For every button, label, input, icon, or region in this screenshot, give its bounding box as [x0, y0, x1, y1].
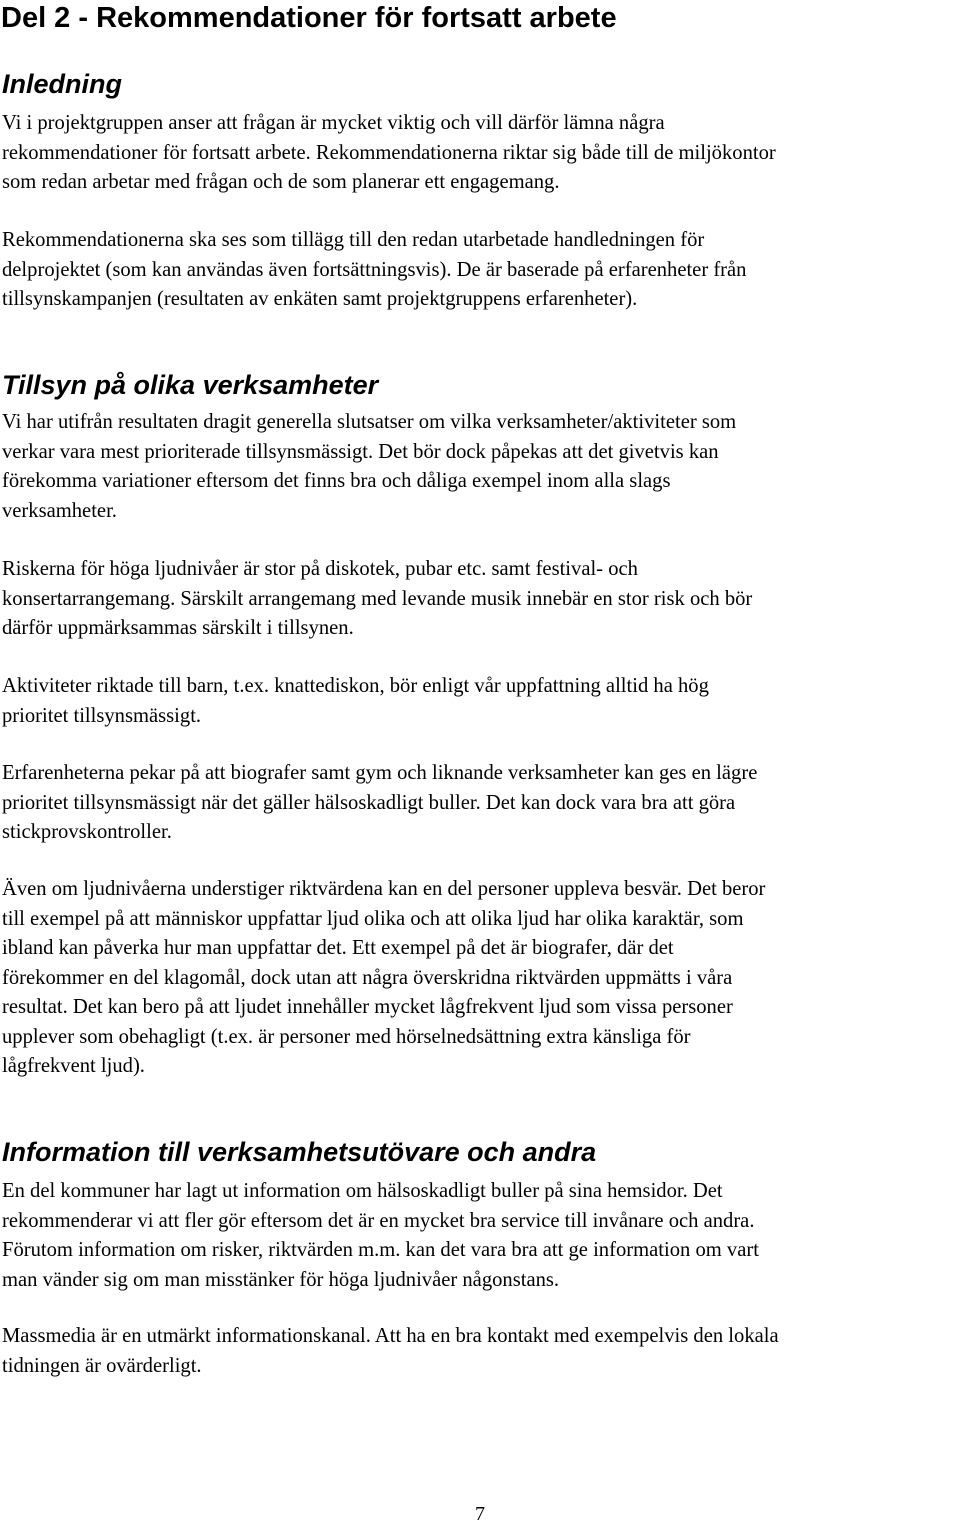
text-line: Erfarenheterna pekar på att biografer samt gym och liknande verksamheter kan ges en lägre [2, 762, 758, 784]
text-line: därför uppmärksammas särskilt i tillsynen. [2, 617, 354, 639]
paragraph [2, 1322, 960, 1381]
text-line: En del kommuner har lagt ut information om hälsoskadligt buller på sina hemsidor. Det [2, 1180, 723, 1202]
text-line: Vi har utifrån resultaten dragit generella slutsatser om vilka verksamheter/aktiviteter som [2, 411, 737, 433]
paragraph [2, 226, 960, 315]
paragraph [2, 555, 960, 644]
text-line: verksamheter. [2, 499, 117, 522]
section-heading-information: Information till verksamhetsutövare och andra [2, 1137, 597, 1167]
text-line: verkar vara mest prioriterade tillsynsmässigt. Det bör dock påpekas att det givetvis kan [2, 440, 719, 463]
text-line: förekommer en del klagomål, dock utan att några överskridna riktvärden uppmätts i våra [2, 966, 733, 989]
text-line: resultat. Det kan bero på att ljudet innehåller mycket lågfrekvent ljud som vissa personer [2, 996, 733, 1018]
text-line: som redan arbetar med frågan och de som planerar ett engagemang. [2, 171, 560, 193]
text-line: Riskerna för höga ljudnivåer är stor på diskotek, pubar etc. samt festival- och [2, 558, 638, 580]
paragraph [2, 1177, 960, 1295]
section-heading-tillsyn: Tillsyn på olika verksamheter [2, 370, 379, 400]
text-line: upplever som obehagligt (t.ex. är personer med hörselnedsättning extra känsliga för [2, 1025, 691, 1048]
text-line: konsertarrangemang. Särskilt arrangemang med levande musik innebär en stor risk och bör [2, 587, 753, 610]
paragraph [2, 875, 960, 1082]
text-line: stickprovskontroller. [2, 821, 172, 843]
text-line: rekommenderar vi att fler gör eftersom det är en mycket bra service till invånare och andra. [2, 1209, 755, 1232]
paragraph [2, 408, 960, 526]
text-line: Förutom information om risker, riktvärden m.m. kan det vara bra att ge information om vart [2, 1239, 759, 1261]
text-line: tidningen är ovärderligt. [2, 1354, 202, 1377]
page-title: Del 2 - Rekommendationer för fortsatt arbete [1, 2, 617, 34]
text-line: Även om ljudnivåerna understiger riktvärdena kan en del personer uppleva besvär. Det beror [2, 878, 766, 900]
page-number: 7 [475, 1503, 485, 1525]
text-line: prioritet tillsynsmässigt. [2, 704, 202, 727]
text-line: förekomma variationer eftersom det finns bra och dåliga exempel inom alla slags [2, 470, 671, 492]
text-line: prioritet tillsynsmässigt när det gäller hälsoskadligt buller. Det kan dock vara bra att göra [2, 791, 736, 814]
text-line: Rekommendationerna ska ses som tillägg till den redan utarbetade handledningen för [2, 229, 705, 251]
paragraph [2, 759, 960, 848]
text-line: lågfrekvent ljud). [2, 1055, 145, 1077]
paragraph [2, 672, 960, 731]
text-line: Vi i projektgruppen anser att frågan är mycket viktig och vill därför lämna några [2, 112, 665, 134]
text-line: rekommendationer för fortsatt arbete. Rekommendationerna riktar sig både till de miljökontor [2, 141, 776, 164]
text-line: Massmedia är en utmärkt informationskanal. Att ha en bra kontakt med exempelvis den lokala [2, 1325, 779, 1347]
text-line: till exempel på att människor uppfattar ljud olika och att olika ljud har olika karaktär, som [2, 907, 744, 930]
text-line: ibland kan påverka hur man uppfattar det. Ett exempel på det är biografer, där det [2, 937, 674, 959]
paragraph [2, 109, 960, 198]
section-heading-inledning: Inledning [2, 69, 122, 99]
text-line: delprojektet (som kan användas även fortsättningsvis). De är baserade på erfarenheter från [2, 258, 747, 281]
text-line: tillsynskampanjen (resultaten av enkäten samt projektgruppens erfarenheter). [2, 288, 638, 310]
text-line: man vänder sig om man misstänker för höga ljudnivåer någonstans. [2, 1268, 560, 1291]
text-line: Aktiviteter riktade till barn, t.ex. knattediskon, bör enligt vår uppfattning alltid ha hög [2, 675, 709, 697]
